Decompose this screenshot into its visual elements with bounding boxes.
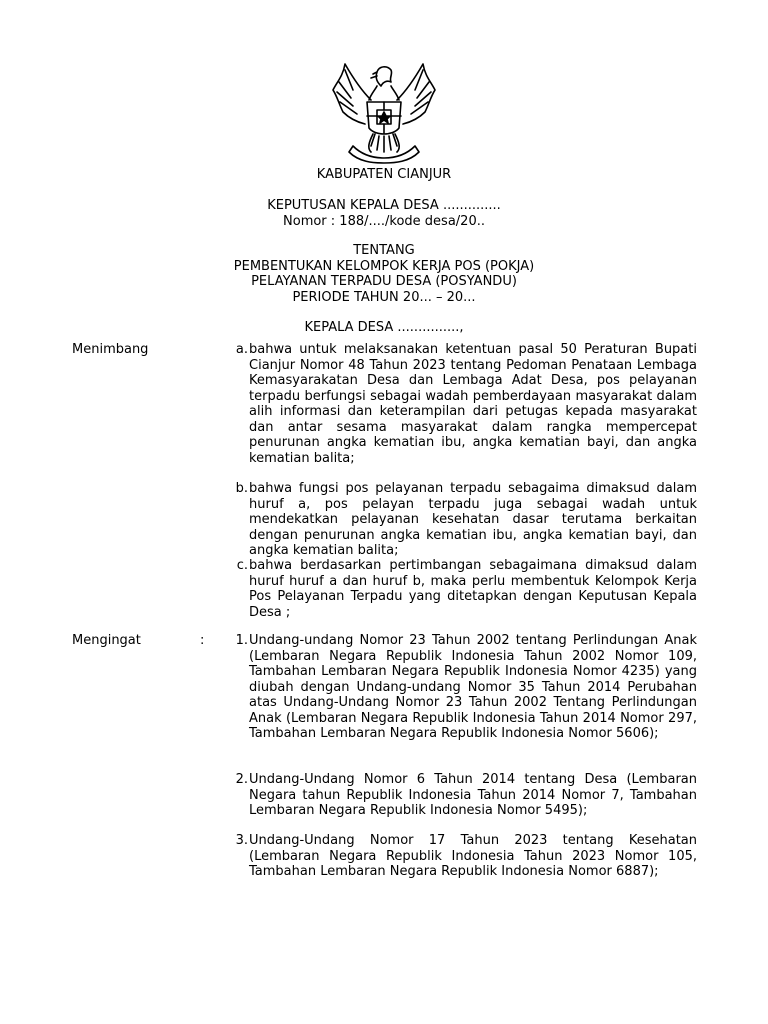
item-marker: b.: [235, 481, 248, 496]
item-marker: a.: [235, 342, 248, 357]
subject-line-2: PELAYANAN TERPADU DESA (POSYANDU): [251, 274, 517, 289]
subject-heading: TENTANG: [353, 243, 415, 258]
decree-number: Nomor : 188/..../kode desa/20..: [283, 213, 485, 229]
issuer: KEPALA DESA ...............,: [304, 320, 464, 335]
item-text: Undang-Undang Nomor 6 Tahun 2014 tentang Desa (Lembaran Negara tahun Republik Indonesia Tahun 2014 Nomor 7, Tambahan Lembaran Negara Republik Indonesia Nomor 5495);: [249, 772, 697, 818]
subject-line-3: PERIODE TAHUN 20... – 20...: [292, 289, 476, 305]
item-text: bahwa untuk melaksanakan ketentuan pasal 50 Peraturan Bupati Cianjur Nomor 48 Tahun 2023 tentang Pedoman Penataan Lembaga Kemasyarakatan Desa dan Lembaga Adat Desa, pos pelayanan terpadu berfungsi sebagai wadah pemberdayaan masyarakat dalam alih informasi dan keterampilan dari petugas kepada masyarakat dan antar sesama masyarakat dalam rangka mempercepat penurunan angka kematian ibu, angka kematian bayi, dan angka kematian balita;: [249, 342, 697, 466]
item-text: bahwa berdasarkan pertimbangan sebagaimana dimaksud dalam huruf huruf a dan huruf b, maka perlu membentuk Kelompok Kerja Pos Pelayanan Terpadu yang ditetapkan dengan Keputusan Kepala Desa ;: [249, 558, 697, 620]
decree-title: KEPUTUSAN KEPALA DESA ..............: [267, 198, 501, 213]
document-header: [0, 167, 768, 183]
mengingat-colon: :: [200, 633, 205, 648]
mengingat-label: Mengingat: [72, 633, 141, 648]
menimbang-label: Menimbang: [72, 342, 149, 357]
garuda-emblem-icon: [331, 60, 437, 164]
item-marker: 3.: [235, 833, 248, 848]
item-text: Undang-undang Nomor 23 Tahun 2002 tentang Perlindungan Anak (Lembaran Negara Republik Indonesia Tahun 2002 Nomor 109, Tambahan Lembaran Negara Republik Indonesia Nomor 4235) yang diubah dengan Undang-undang Nomor 35 Tahun 2014 Perubahan atas Undang-Undang Nomor 23 Tahun 2002 Tentang Perlindungan Anak (Lembaran Negara Republik Indonesia Tahun 2014 Nomor 297, Tambahan Lembaran Negara Republik Indonesia Nomor 5606);: [249, 633, 697, 741]
subject-block: [0, 243, 768, 305]
item-marker: c.: [236, 558, 248, 573]
subject-line-1: PEMBENTUKAN KELOMPOK KERJA POS (POKJA): [233, 258, 535, 274]
issuer-block: [0, 320, 768, 336]
item-marker: 1.: [235, 633, 248, 648]
decree-title-block: [0, 198, 768, 229]
item-text: Undang-Undang Nomor 17 Tahun 2023 tentang Kesehatan (Lembaran Negara Republik Indonesia Tahun 2023 Nomor 105, Tambahan Lembaran Negara Republik Indonesia Nomor 6887);: [249, 833, 697, 879]
item-text: bahwa fungsi pos pelayanan terpadu sebagaima dimaksud dalam huruf a, pos pelayan terpadu juga sebagai wadah untuk mendekatkan pelayanan kesehatan dasar terutama berkaitan dengan penurunan angka kematian ibu, angka kematian bayi, dan angka kematian balita;: [249, 481, 697, 558]
regency-name: KABUPATEN CIANJUR: [316, 167, 452, 182]
item-marker: 2.: [235, 772, 248, 787]
